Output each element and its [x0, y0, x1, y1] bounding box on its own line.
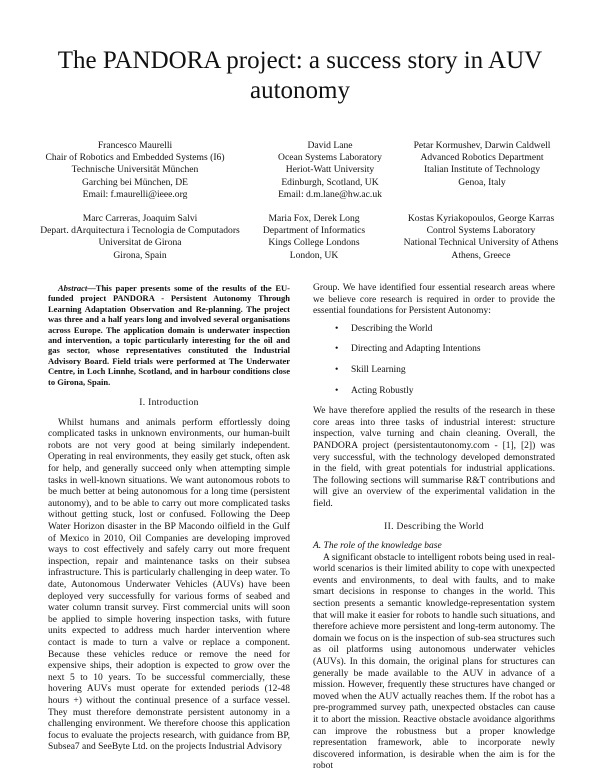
author-affiliation: Heriot-Watt University	[285, 164, 375, 176]
author-affiliation: National Technical University of Athens	[403, 237, 559, 249]
author-affiliation: Technische Universität München	[71, 164, 199, 176]
author-block-6	[378, 213, 584, 262]
section-heading-describing-world: II. Describing the World	[384, 521, 484, 532]
author-address: London, UK	[289, 249, 339, 261]
author-affiliation: Chair of Robotics and Embedded Systems (I6)	[45, 152, 225, 164]
author-address: Athens, Greece	[451, 249, 511, 261]
author-address: Edinburgh, Scotland, UK	[281, 176, 379, 188]
author-affiliation: Universitat de Girona	[98, 237, 182, 249]
introduction-paragraph: Whilst humans and animals perform effortlessly doing complicated tasks in unknown environments, our human-built robots are not very good at being similarly independent. Operating in real environments, they easily get stuck, often ask for help, and generally succeed only when attempting simple tasks in well-known situations. We want autonomous robots to be much better at being autonomous for a long time (persistent autonomy), and to be able to carry out more complicated tasks without getting stuck, lost or confused. Following the Deep Water Horizon disaster in the BP Macondo oilfield in the Gulf of Mexico in 2010, Oil Companies are developing improved ways to cost effectively and safely carry out more frequent inspection, repair and maintenance tasks on their subsea infrastructure. This is particularly challenging in deep water. To date, Autonomous Underwater Vehicles (AUVs) have been deployed very successfully for various forms of seabed and water column transit survey. First commercial units will soon be applied to simple hovering inspection tasks, with future units expected to address much harder intervention where contact is made to turn a valve or replace a component. Because these vehicles reduce or remove the need for expensive ships, their adoption is expected to grow over the next 5 to 10 years. To be successful commercially, these hovering AUVs must operate for extended periods (12-48 hours +) without the continual presence of a surface vessel. They must therefore demonstrate persistent autonomy in a challenging environment. We therefore choose this application focus to evaluate the projects research, with guidance from BP, Subsea7 and SeeByte Ltd. on the projects Industrial Advisory	[48, 417, 290, 753]
bullet-icon: •	[335, 364, 339, 375]
abstract-text: —This paper presents some of the results of the EU-funded project PANDORA - Persistent Autonomy Through Learning Adaptation Observation and Re-planning. The project was three and a half years long and involved several organisations across Europe. The application domain is underwater inspection and intervention, a topic particularly interesting for the oil and gas sector, whose representatives constituted the Industrial Advisory Board. Field trials were performed at The Underwater Centre, in Loch Linnhe, Scotland, and in harbour conditions close to Girona, Spain.	[48, 283, 290, 387]
paper-title: The PANDORA project: a success story in AUV autonomy	[57, 47, 543, 104]
author-name: Kostas Kyriakopoulos, George Karras	[407, 213, 555, 224]
bullet-icon: •	[335, 385, 339, 396]
author-name: Francesco Maurelli	[97, 140, 173, 151]
author-affiliation: Depart. dArquitectura i Tecnologia de Computadors	[40, 225, 240, 237]
author-address: Garching bei München, DE	[81, 176, 189, 188]
knowledge-base-paragraph: A significant obstacle to intelligent robots being used in real-world scenarios is their limited ability to cope with unexpected events and environments, to deal with faults, and to make smart decisions in response to changes in the world. This section presents a semantic knowledge-representation system that will make it easier for robots to handle such situations, and therefore achieve more persistent and long-term autonomy. The domain we focus on is the inspection of sub-sea structures such as oil platforms using autonomous underwater vehicles (AUVs). In this domain, the original plans for structures can generally be made available to the AUV in advance of a mission. However, frequently these structures have changed or moved when the AUV actually reaches them. If the robot has a pre-programmed survey path, unexpected obstacles can cause it to abort the mission. Reactive obstacle avoidance algorithms can improve the robustness but a proper knowledge representation framework, able to incorporate newly discovered information, is desirable when the aim is for the robot	[313, 552, 555, 772]
list-item: • Describing the World	[335, 323, 433, 334]
subsection-heading: A. The role of the knowledge base	[313, 541, 442, 552]
section-heading-introduction: I. Introduction	[139, 398, 199, 409]
author-email: Email: d.m.lane@hw.ac.uk	[278, 188, 382, 200]
author-block-5	[252, 213, 376, 262]
author-affiliation: Control Systems Laboratory	[426, 225, 536, 237]
left-column	[48, 283, 290, 754]
abstract-label: Abstract	[58, 283, 88, 293]
author-block-3	[394, 140, 570, 189]
list-item: • Directing and Adapting Intentions	[335, 344, 481, 355]
introduction-continuation: Group. We have identified four essential research areas where we believe core research is required in order to provide the essential foundations for Persistent Autonomy:	[313, 283, 555, 317]
author-affiliation: Advanced Robotics Department	[420, 152, 544, 164]
author-address: Genoa, Italy	[458, 176, 506, 188]
author-block-1	[40, 140, 230, 201]
abstract	[48, 283, 290, 387]
list-item: • Acting Robustly	[335, 385, 414, 396]
author-name: Petar Kormushev, Darwin Caldwell	[413, 140, 551, 151]
author-affiliation: Italian Institute of Technology	[423, 164, 541, 176]
author-address: Girona, Spain	[113, 249, 167, 261]
research-areas-list	[313, 324, 555, 397]
author-name: David Lane	[307, 140, 353, 151]
bullet-icon: •	[335, 323, 339, 334]
author-affiliation: Kings College Londons	[268, 237, 360, 249]
author-block-4	[20, 213, 260, 262]
author-name: Maria Fox, Derek Long	[268, 213, 360, 224]
bullet-icon: •	[335, 344, 339, 355]
author-affiliation: Department of Informatics	[262, 225, 366, 237]
right-column	[313, 283, 555, 773]
author-email: Email: f.maurelli@ieee.org	[82, 188, 188, 200]
author-block-2	[256, 140, 404, 201]
author-affiliation: Ocean Systems Laboratory	[278, 152, 382, 164]
author-name: Marc Carreras, Joaquim Salvi	[82, 213, 198, 224]
list-item: • Skill Learning	[335, 364, 406, 375]
introduction-closing: We have therefore applied the results of the research in these core areas into three tasks of industrial interest: structure inspection, valve turning and chain cleaning. Overall, the PANDORA project (persistentautonomy.com - [1], [2]) was very successful, with the technology developed demonstrated in the field, with great potentials for industrial applications. The following sections will summarise R&T contributions and will give an overview of the experimental validation in the field.	[313, 406, 555, 509]
